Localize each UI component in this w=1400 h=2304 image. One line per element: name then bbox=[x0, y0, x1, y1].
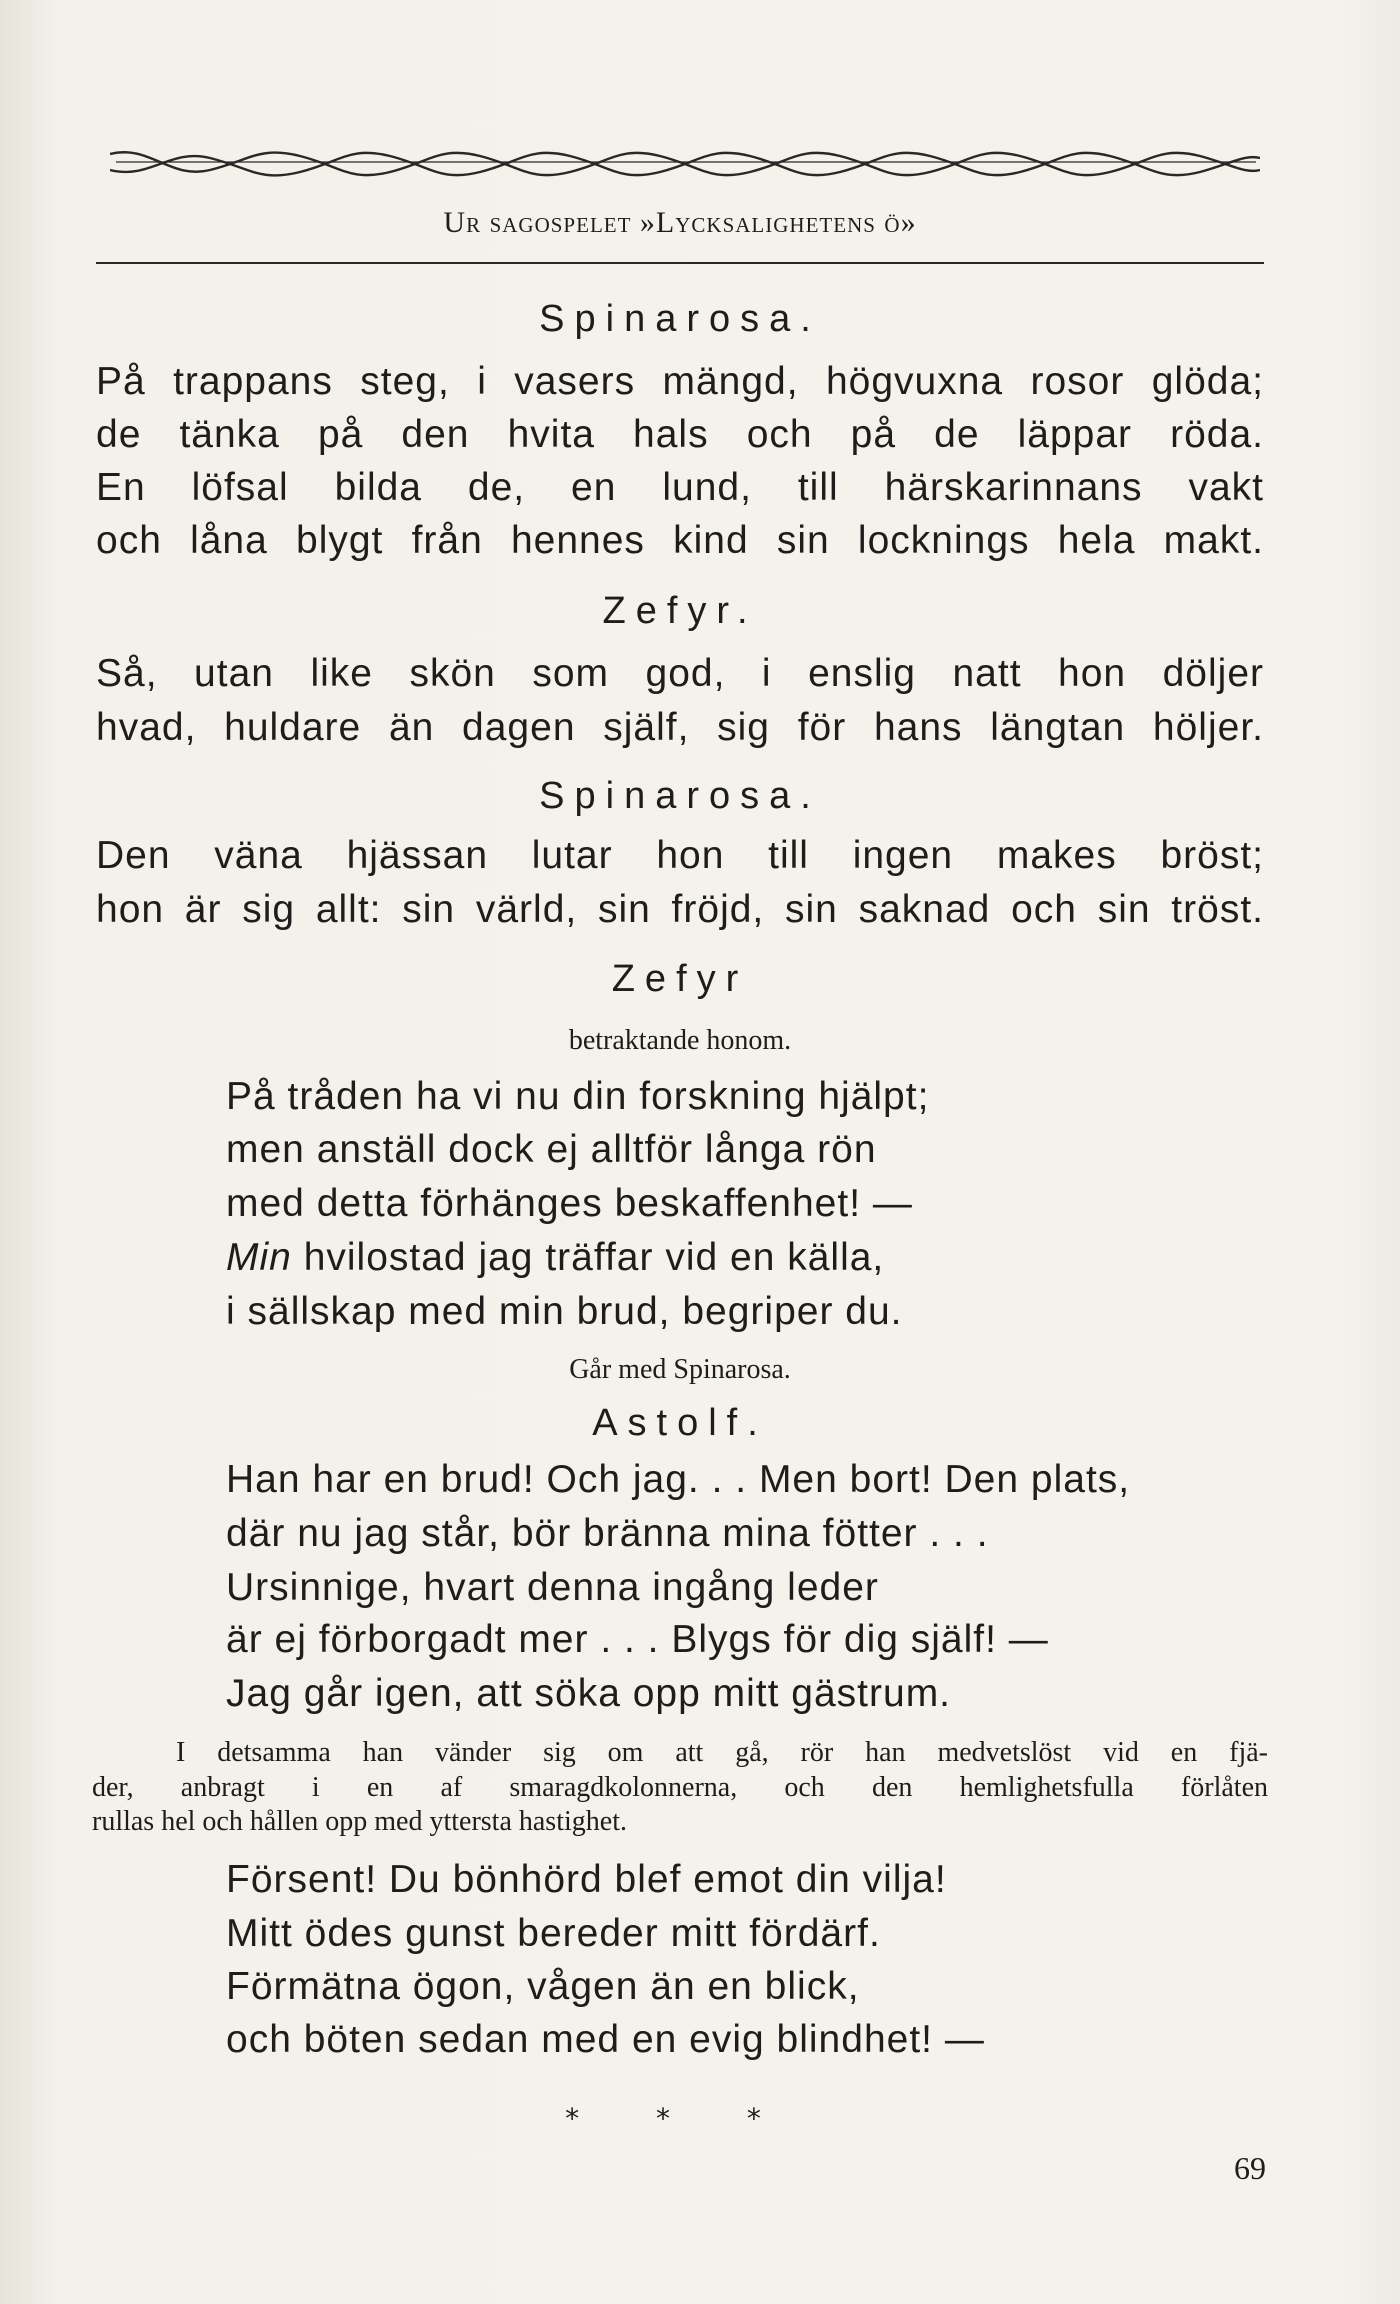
verse-line: På tråden ha vi nu din forskning hjälpt; bbox=[226, 1075, 930, 1118]
verse-line: Jag går igen, att söka opp mitt gästrum. bbox=[226, 1672, 952, 1715]
speaker-zefyr: Zefyr. bbox=[602, 590, 758, 632]
verse-line: och böten sedan med en evig blindhet! — bbox=[226, 2018, 985, 2061]
verse-line bbox=[226, 1236, 1264, 1280]
ornamental-header-border bbox=[110, 140, 1260, 190]
verse-line: i sällskap med min brud, begriper du. bbox=[226, 1290, 903, 1333]
verse-line: Förmätna ögon, vågen än en blick, bbox=[226, 1965, 860, 2008]
speaker-zefyr: Zefyr bbox=[611, 958, 749, 1000]
verse-line: hon är sig allt: sin värld, sin fröjd, sin saknad och sin tröst. bbox=[96, 888, 1264, 931]
speaker-astolf: Astolf. bbox=[592, 1402, 768, 1444]
verse-line: Försent! Du bönhörd blef emot din vilja! bbox=[226, 1858, 947, 1901]
speaker-spinarosa: Spinarosa. bbox=[539, 298, 821, 340]
stage-direction: Går med Spinarosa. bbox=[569, 1354, 791, 1385]
stage-note-line: I detsamma han vänder sig om att gå, rör han medvetslöst vid en fjä- bbox=[176, 1737, 1268, 1768]
verse-line: men anställ dock ej alltför långa rön bbox=[226, 1128, 877, 1171]
verse-line: och låna blygt från hennes kind sin locknings hela makt. bbox=[96, 519, 1264, 562]
italic-word: Min bbox=[226, 1236, 292, 1279]
page-number: 69 bbox=[1234, 2150, 1266, 2186]
verse-line: Mitt ödes gunst bereder mitt fördärf. bbox=[226, 1912, 881, 1955]
verse-line: hvad, huldare än dagen själf, sig för hans längtan höljer. bbox=[96, 706, 1264, 749]
verse-line: är ej förborgadt mer . . . Blygs för dig själf! — bbox=[226, 1618, 1049, 1661]
stage-note-line: der, anbragt i en af smaragdkolonnerna, och den hemlighetsfulla förlåten bbox=[92, 1772, 1268, 1803]
header-rule bbox=[96, 262, 1264, 264]
verse-line: En löfsal bilda de, en lund, till härskarinnans vakt bbox=[96, 466, 1264, 509]
section-asterisks: * * * bbox=[565, 2102, 795, 2135]
verse-line: Så, utan like skön som god, i enslig natt hon döljer bbox=[96, 652, 1264, 695]
stage-note-line: rullas hel och hållen opp med yttersta hastighet. bbox=[92, 1806, 627, 1837]
verse-line: med detta förhänges beskaffenhet! — bbox=[226, 1182, 913, 1225]
speaker-spinarosa: Spinarosa. bbox=[539, 775, 821, 817]
stage-direction: betraktande honom. bbox=[568, 1025, 792, 1056]
verse-line: där nu jag står, bör bränna mina fötter . . . bbox=[226, 1512, 989, 1555]
verse-line: Ursinnige, hvart denna ingång leder bbox=[226, 1566, 879, 1609]
verse-line: Den väna hjässan lutar hon till ingen makes bröst; bbox=[96, 834, 1264, 877]
running-head: Ur sagospelet »Lycksalighetens ö» bbox=[443, 206, 917, 239]
verse-line: På trappans steg, i vasers mängd, högvuxna rosor glöda; bbox=[96, 360, 1264, 403]
verse-line-rest: hvilostad jag träffar vid en källa, bbox=[303, 1236, 885, 1279]
verse-line: de tänka på den hvita hals och på de läppar röda. bbox=[96, 413, 1264, 456]
verse-line: Han har en brud! Och jag. . . Men bort! Den plats, bbox=[226, 1458, 1131, 1501]
